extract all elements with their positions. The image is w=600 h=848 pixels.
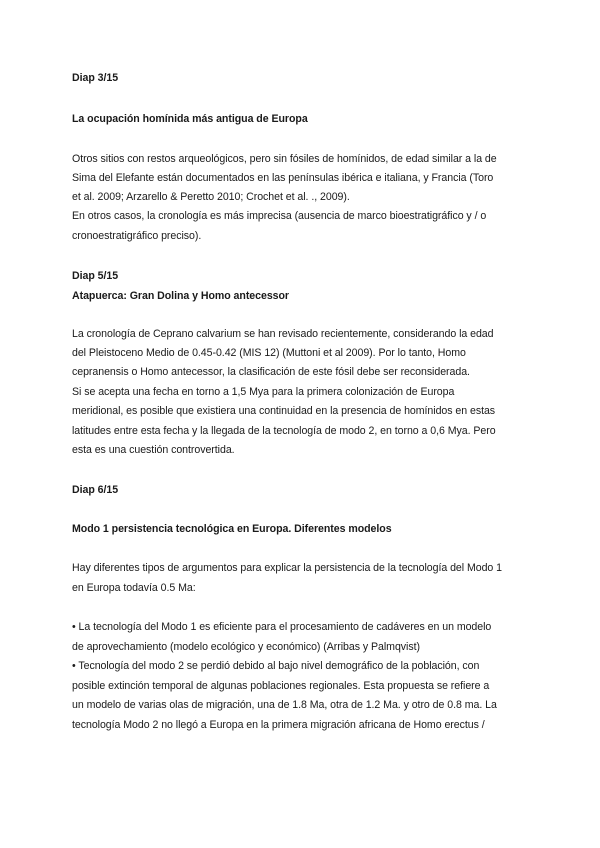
- paragraph-line: latitudes entre esta fecha y la llegada de la tecnología de modo 2, en torno a 0,6 Mya. Pero: [72, 425, 496, 437]
- bullet-line: • Tecnología del modo 2 se perdió debido al bajo nivel demográfico de la población, con: [72, 660, 480, 672]
- paragraph-line: Si se acepta una fecha en torno a 1,5 Mya para la primera colonización de Europa: [72, 386, 455, 398]
- section-heading: La ocupación homínida más antigua de Europa: [72, 113, 308, 125]
- paragraph-line: tecnología Modo 2 no llegó a Europa en la primera migración africana de Homo erectus /: [72, 719, 485, 731]
- paragraph-line: Hay diferentes tipos de argumentos para explicar la persistencia de la tecnología del Modo 1: [72, 562, 502, 574]
- paragraph-line: En otros casos, la cronología es más imprecisa (ausencia de marco bioestratigráfico y / o: [72, 210, 487, 222]
- paragraph-line: de aprovechamiento (modelo ecológico y económico) (Arribas y Palmqvist): [72, 641, 420, 653]
- slide-label: Diap 5/15: [72, 270, 119, 282]
- paragraph-line: un modelo de varias olas de migración, una de 1.8 Ma, otra de 1.2 Ma. y otro de 0.8 ma. La: [72, 699, 497, 711]
- paragraph-line: esta es una cuestión controvertida.: [72, 444, 235, 456]
- paragraph-line: et al. 2009; Arzarello & Peretto 2010; Crochet et al. ., 2009).: [72, 191, 350, 203]
- paragraph-line: meridional, es posible que existiera una continuidad en la presencia de homínidos en estas: [72, 405, 496, 417]
- paragraph-line: Sima del Elefante están documentados en las penínsulas ibérica e italiana, y Francia (Toro: [72, 172, 494, 184]
- section-heading: Atapuerca: Gran Dolina y Homo antecessor: [72, 290, 289, 302]
- bullet-line: • La tecnología del Modo 1 es eficiente para el procesamiento de cadáveres en un modelo: [72, 621, 492, 633]
- paragraph-line: cronoestratigráfico preciso).: [72, 230, 202, 242]
- paragraph-line: cepranensis o Homo antecessor, la clasificación de este fósil debe ser reconsiderada.: [72, 366, 470, 378]
- paragraph-line: posible extinción temporal de algunas poblaciones regionales. Esta propuesta se refiere a: [72, 680, 490, 692]
- paragraph-line: del Pleistoceno Medio de 0.45-0.42 (MIS 12) (Muttoni et al 2009). Por lo tanto, Homo: [72, 347, 466, 359]
- paragraph-line: La cronología de Ceprano calvarium se han revisado recientemente, considerando la edad: [72, 328, 494, 340]
- paragraph-line: Otros sitios con restos arqueológicos, pero sin fósiles de homínidos, de edad similar a la de: [72, 153, 497, 165]
- slide-label: Diap 6/15: [72, 484, 119, 496]
- section-heading: Modo 1 persistencia tecnológica en Europa. Diferentes modelos: [72, 523, 392, 535]
- paragraph-line: en Europa todavía 0.5 Ma:: [72, 582, 196, 594]
- slide-label: Diap 3/15: [72, 72, 119, 84]
